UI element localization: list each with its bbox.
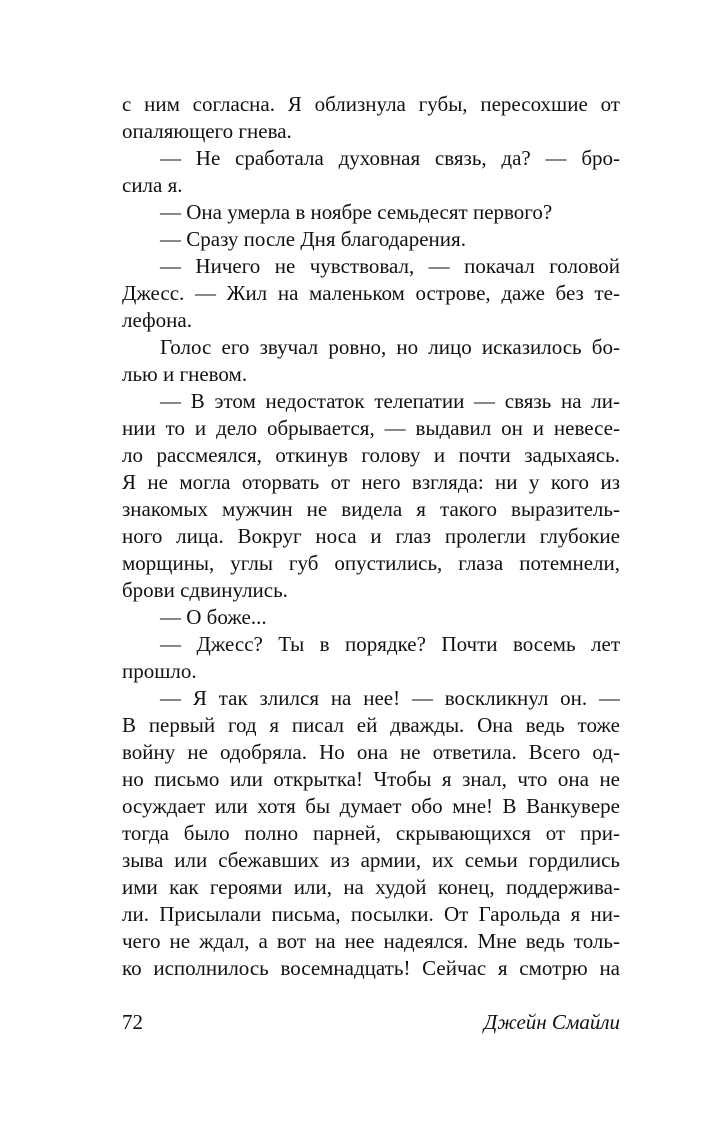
text-line: нии то и дело обрывается, — выдавил он и невесе- xyxy=(122,416,620,440)
text-line: — Джесс? Ты в порядке? Почти восемь лет xyxy=(160,632,620,656)
text-line: знакомых мужчин не видела я такого выразитель- xyxy=(122,497,620,521)
text-line: ими как героями или, на худой конец, поддержива- xyxy=(122,875,620,899)
text-line: Я не могла оторвать от него взгляда: ни у кого из xyxy=(122,470,620,494)
text-line: — Не сработала духовная связь, да? — бро- xyxy=(160,146,620,170)
text-line: — Я так злился на нее! — воскликнул он. — xyxy=(160,686,620,710)
text-line: В первый год я писал ей дважды. Она ведь тоже xyxy=(122,713,620,737)
text-line: ло рассмеялся, откинув голову и почти задыхаясь. xyxy=(122,443,620,467)
text-line: осуждает или хотя бы думает обо мне! В Ванкувере xyxy=(122,794,620,818)
text-line: — В этом недостаток телепатии — связь на ли- xyxy=(160,389,620,413)
text-line: тогда было полно парней, скрывающихся от при- xyxy=(122,821,620,845)
body-text xyxy=(122,91,620,982)
page-footer xyxy=(122,1007,620,1037)
text-line: лефона. xyxy=(122,308,192,332)
text-line: брови сдвинулись. xyxy=(122,578,288,602)
text-line: Джесс. — Жил на маленьком острове, даже без те- xyxy=(122,281,620,305)
text-line: ко исполнилось восемнадцать! Сейчас я смотрю на xyxy=(122,956,620,980)
text-line: сила я. xyxy=(122,173,183,197)
text-line: — Сразу после Дня благодарения. xyxy=(160,227,466,251)
page-number: 72 xyxy=(122,1010,143,1034)
text-line: Голос его звучал ровно, но лицо исказилось бо- xyxy=(160,335,620,359)
text-line: чего не ждал, а вот на нее надеялся. Мне ведь толь- xyxy=(122,929,620,953)
text-line: зыва или сбежавших из армии, их семьи гордились xyxy=(122,848,620,872)
text-line: но письмо или открытка! Чтобы я знал, что она не xyxy=(122,767,620,791)
text-line: войну не одобряла. Но она не ответила. Всего од- xyxy=(122,740,620,764)
text-line: с ним согласна. Я облизнула губы, пересохшие от xyxy=(122,92,620,116)
text-line: — О боже... xyxy=(160,605,267,629)
text-line: лью и гневом. xyxy=(122,362,248,386)
text-line: — Она умерла в ноябре семьдесят первого? xyxy=(160,200,553,224)
running-head-author: Джейн Смайли xyxy=(483,1010,620,1034)
text-line: прошло. xyxy=(122,659,197,683)
text-line: опаляющего гнева. xyxy=(122,119,292,143)
text-line: ного лица. Вокруг носа и глаз пролегли глубокие xyxy=(122,524,620,548)
text-line: ли. Присылали письма, посылки. От Гарольда я ни- xyxy=(122,902,620,926)
text-line: — Ничего не чувствовал, — покачал головой xyxy=(160,254,620,278)
text-line: морщины, углы губ опустились, глаза потемнели, xyxy=(122,551,620,575)
